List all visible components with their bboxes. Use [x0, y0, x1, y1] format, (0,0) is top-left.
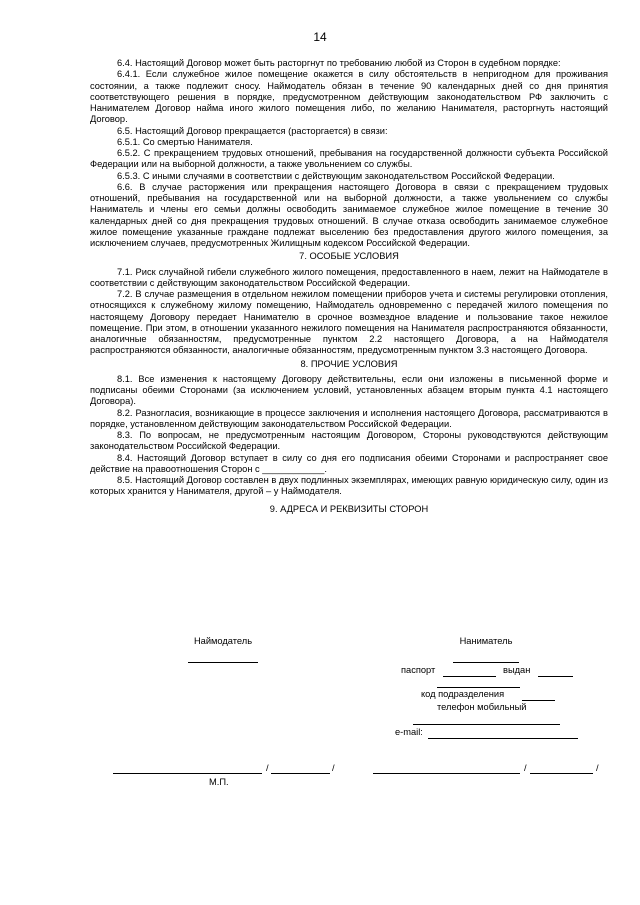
section6-continuation	[90, 58, 608, 249]
phone-field[interactable]	[413, 724, 560, 725]
section7-paragraphs	[90, 267, 608, 357]
section6-paragraph: 6.4.1. Если служебное жилое помещение окажется в силу обстоятельств в непригодном для проживания состоянии, а также подлежит сносу. Наймодатель обязан в течение 90 календарных дней со дня принятия соответствующего решения в порядке, предусмотренном действующим законодательством РФ заключить с Нанимателем Договор найма иного жилого помещения либо, по желанию Нанимателя, расторгнуть настоящий Договор.	[90, 69, 608, 125]
section8-paragraph: 8.4. Настоящий Договор вступает в силу со дня его подписания обеими Сторонами и распространяет свое действие на правоотношения Сторон с ____________.	[90, 452, 608, 474]
landlord-signature-line[interactable]	[113, 773, 262, 774]
passport-label: паспорт	[401, 665, 436, 675]
section7-paragraph: 7.2. В случае размещения в отдельном нежилом помещении приборов учета и системы регулировки отопления, относящихся к служебному жилому помещению, Наймодатель одновременно с передачей жилого помещения по настоящему Договору передает Нанимателю в срочное возмездное владение и пользование такое нежилое помещение. При этом, в отношении указанного нежилого помещения на Нанимателя распространяются обязанности, аналогичные обязанностям, предусмотренные пунктом 2.2 настоящего Договора, а на Наймодателя распространяются обязанности, аналогичные обязанностям, предусмотренным пунктом 3.3 настоящего Договора.	[90, 289, 608, 356]
tenant-blank-line[interactable]	[453, 662, 519, 663]
section8-title: 8. ПРОЧИЕ УСЛОВИЯ	[300, 358, 398, 369]
section6-paragraph: 6.5.1. Со смертью Нанимателя.	[117, 136, 253, 147]
section7-paragraph: 7.1. Риск случайной гибели служебного жилого помещения, предоставленного в наем, лежит на Наймодателе в соответствии с действующим законодательством Российской Федерации.	[90, 266, 608, 288]
section6-paragraph: 6.5.2. С прекращением трудовых отношений, пребывания на государственной должности субъекта Российской Федерации или на выборной должности, а также увольнением со службы.	[90, 148, 608, 170]
section6-paragraph: 6.5.3. С иными случаями в соответствии с действующим законодательством Российской Федерации.	[117, 170, 555, 181]
dept-code-label: код подразделения	[421, 689, 505, 699]
issued-label: выдан	[503, 665, 531, 675]
section8-paragraphs	[90, 374, 608, 498]
section8-paragraph: 8.3. По вопросам, не предусмотренным настоящим Договором, Стороны руководствуются действующим законодательством Российской Федерации.	[90, 430, 608, 452]
tenant-label: Наниматель	[459, 636, 513, 646]
tenant-signature-line[interactable]	[373, 773, 520, 774]
section6-paragraph: 6.5. Настоящий Договор прекращается (расторгается) в связи:	[117, 125, 388, 136]
issued-by-field[interactable]	[437, 687, 520, 688]
passport-field[interactable]	[443, 676, 496, 677]
section8-paragraph: 8.2. Разногласия, возникающие в процессе заключения и исполнения настоящего Договора, рассматриваются в порядке, установленном действующим законодательством Российской Федерации.	[90, 407, 608, 429]
contract-body	[90, 58, 608, 519]
section7-title: 7. ОСОБЫЕ УСЛОВИЯ	[299, 251, 399, 262]
dept-code-field[interactable]	[522, 700, 555, 701]
landlord-label: Наймодатель	[193, 636, 253, 646]
section8-paragraph: 8.5. Настоящий Договор составлен в двух подлинных экземплярах, имеющих равную юридическую силу, один из которых хранится у Нанимателя, другой – у Наймодателя.	[90, 475, 608, 497]
landlord-blank-line[interactable]	[188, 662, 258, 663]
landlord-slash-2: /	[332, 763, 335, 773]
section6-paragraph: 6.4. Настоящий Договор может быть расторгнут по требованию любой из Сторон в судебном порядке:	[117, 58, 561, 68]
tenant-name-line[interactable]	[530, 773, 593, 774]
section8-paragraph: 8.1. Все изменения к настоящему Договору действительны, если они изложены в письменной форме и подписаны обеими Сторонами (за исключением условий, установленных абзацем вторым пункта 4.1 настоящего Договора).	[90, 373, 608, 407]
issued-field[interactable]	[538, 676, 573, 677]
landlord-slash-1: /	[266, 763, 269, 773]
tenant-slash-1: /	[524, 763, 527, 773]
landlord-name-line[interactable]	[271, 773, 330, 774]
phone-label: телефон мобильный	[437, 702, 527, 712]
section9-title: 9. АДРЕСА И РЕКВИЗИТЫ СТОРОН	[269, 503, 429, 514]
tenant-slash-2: /	[596, 763, 599, 773]
page-number: 14	[313, 30, 327, 44]
section6-paragraph: 6.6. В случае расторжения или прекращения настоящего Договора в связи с прекращением трудовых отношений, пребывания на государственной или на выборной должности, а также увольнением со службы Наниматель и члены его семьи должны освободить занимаемое служебное жилое помещение в течение 30 календарных дней со дня прекращения трудовых отношений. В случае отказа освободить занимаемое служебное жилое помещение указанные граждане подлежат выселению без предоставления другого жилого помещения, за исключением случаев, предусмотренных Жилищным кодексом Российской Федерации.	[90, 181, 608, 248]
stamp-label: М.П.	[209, 777, 229, 787]
email-label: e-mail:	[395, 727, 423, 737]
email-field[interactable]	[428, 738, 578, 739]
